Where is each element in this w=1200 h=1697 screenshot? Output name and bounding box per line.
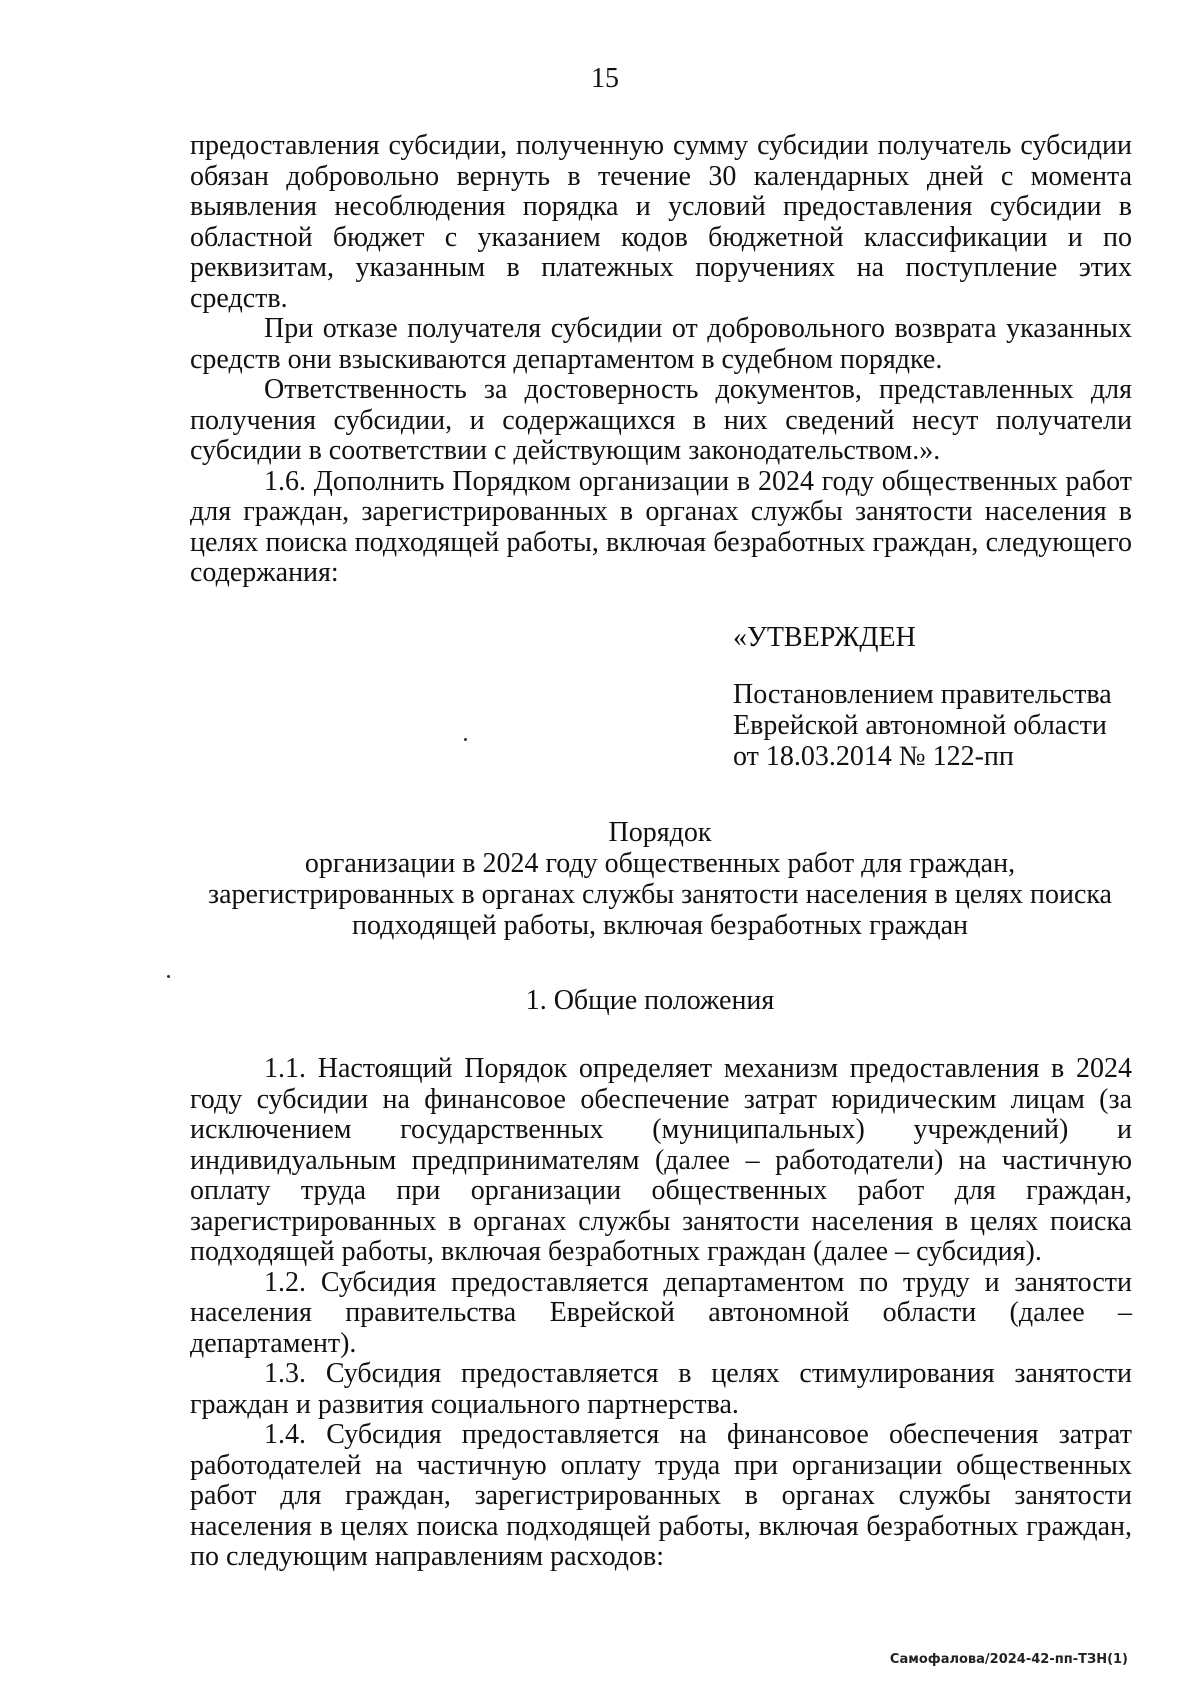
title-line-3: зарегистрированных в органах службы занятости населения в целях поиска (208, 879, 1112, 910)
paragraph-item-1-2: 1.2. Субсидия предоставляется департаментом по труду и занятости населения правительства Еврейской автономной области (далее – департамент). (190, 1266, 1132, 1359)
scan-speck (167, 975, 170, 978)
approval-block (733, 622, 1112, 772)
document-title (180, 817, 1140, 941)
approval-line-3: от 18.03.2014 № 122-пп (733, 741, 1014, 772)
section-text-block (190, 1054, 1132, 1573)
paragraph-refusal: При отказе получателя субсидии от добровольного возврата указанных средств они взыскиваются департаментом в судебном порядке. (190, 313, 1132, 375)
paragraph-responsibility: Ответственность за достоверность документов, представленных для получения субсидии, и содержащихся в них сведений несут получатели субсидии в соответствии с действующим законодательством.». (190, 374, 1132, 466)
top-text-block (190, 131, 1132, 589)
approval-stamp: «УТВЕРЖДЕН (733, 622, 916, 653)
paragraph-continuation: предоставления субсидии, полученную сумму субсидии получатель субсидии обязан добровольно вернуть в течение 30 календарных дней с момента выявления несоблюдения порядка и условий предоставления субсидии в областной бюджет с указанием кодов бюджетной классификации и по реквизитам, указанным в платежных поручениях на поступление этих средств. (190, 130, 1132, 314)
title-line-1: Порядок (608, 817, 712, 848)
paragraph-item-1-1: 1.1. Настоящий Порядок определяет механизм предоставления в 2024 году субсидии на финансовое обеспечение затрат юридическим лицам (за исключением государственных (муниципальных) учреждений) и индивидуальным предпринимателям (далее – работодатели) на частичную оплату труда при организации общественных работ для граждан, зарегистрированных в органах службы занятости населения в целях поиска подходящей работы, включая безработных граждан (далее – субсидия). (190, 1053, 1132, 1267)
paragraph-item-1-3: 1.3. Субсидия предоставляется в целях стимулирования занятости граждан и развития социального партнерства. (190, 1358, 1132, 1420)
approval-line-2: Еврейской автономной области (733, 710, 1107, 741)
scan-speck (464, 738, 467, 741)
section-heading: 1. Общие положения (525, 985, 775, 1016)
paragraph-item-1-4: 1.4. Субсидия предоставляется на финансовое обеспечения затрат работодателей на частичную оплату труда при организации общественных работ для граждан, зарегистрированных в органах службы занятости населения в целях поиска подходящей работы, включая безработных граждан, по следующим направлениям расходов: (190, 1419, 1132, 1572)
paragraph-item-1-6: 1.6. Дополнить Порядком организации в 2024 году общественных работ для граждан, зарегистрированных в органах службы занятости населения в целях поиска подходящей работы, включая безработных граждан, следующего содержания: (190, 465, 1132, 588)
title-line-4: подходящей работы, включая безработных граждан (352, 910, 968, 941)
title-line-2: организации в 2024 году общественных работ для граждан, (304, 848, 1016, 879)
footer-document-code: Самофалова/2024-42-пп-ТЗН(1) (889, 1652, 1128, 1667)
page-number: 15 (591, 63, 619, 94)
approval-line-1: Постановлением правительства (733, 679, 1112, 710)
